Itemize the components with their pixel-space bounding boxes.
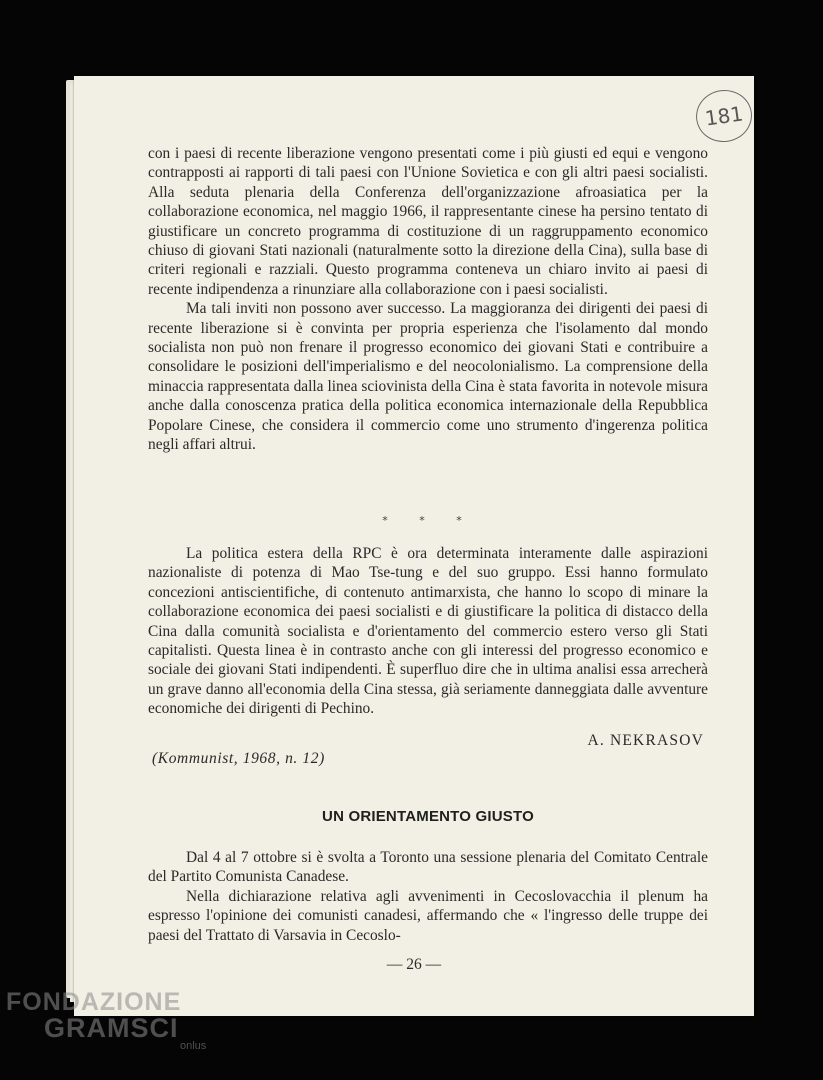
section-heading: UN ORIENTAMENTO GIUSTO [322, 808, 534, 825]
paragraph: Dal 4 al 7 ottobre si è svolta a Toronto una sessione plenaria del Comitato Centrale del Partito Comunista Canadese. [148, 849, 708, 886]
paragraph: Ma tali inviti non possono aver successo. La maggioranza dei dirigenti dei paesi di recente liberazione si è convinta per propria esperienza che l'isolamento dal mondo socialista non può non frenare il progresso economico dei giovani Stati e contribuire a consolidare le posizioni dell'imperialismo e del neocolonialismo. La comprensione della minaccia rappresentata dalla linea sciovinista della Cina è stata favorita in notevole misura anche dalla conoscenza pratica della politica economica internazionale della Repubblica Popolare Cinese, che considera il commercio come uno strumento d'ingerenza politica negli affari altrui. [148, 300, 708, 454]
paragraph: La politica estera della RPC è ora determinata interamente dalle aspirazioni nazionaliste di potenza di Mao Tse-tung e del suo gruppo. Essi hanno formulato concezioni antiscientifiche, di contenuto antimarxista, che hanno lo scopo di minare la collaborazione economica dei paesi socialisti e di giustificare la politica di distacco della Cina dalla comunità socialista e d'orientamento del commercio estero verso gli Stati capitalisti. Questa linea è in contrasto anche con gli interessi del progresso economico e sociale dei giovani Stati indipendenti. È superfluo dire che in ultima analisi essa arrecherà un grave danno all'economia della Cina stessa, già seriamente danneggiata dalle avventure economiche dei dirigenti di Pechino. [148, 545, 708, 718]
section-separator: * * * [382, 514, 476, 527]
body-text-bottom [148, 848, 708, 945]
document-page [74, 76, 754, 1016]
body-text-middle [148, 544, 708, 719]
watermark-line-3: onlus [180, 1040, 207, 1052]
author-signature: A. NEKRASOV [587, 732, 704, 749]
paragraph: con i paesi di recente liberazione vengono presentati come i più giusti ed equi e vengono contrapposti ai rapporti di tali paesi con l'Unione Sovietica e con gli altri paesi socialisti. Alla seduta plenaria della Conferenza dell'organizzazione afroasiatica per la collaborazione economica, nel maggio 1966, il rappresentante cinese ha persino tentato di giustificare un concreto programma di costituzione di un raggruppamento economico chiuso di giovani Stati nazionali (naturalmente sotto la direzione della Cina), sulla base di criteri regionali e razziali. Questo programma conteneva un chiaro invito ai paesi di recente indipendenza a rinunziare alla collaborazione con i paesi socialisti. [148, 145, 708, 298]
body-text-top [148, 144, 708, 455]
paragraph: Nella dichiarazione relativa agli avvenimenti in Cecoslovacchia il plenum ha espresso l'opinione dei comunisti canadesi, affermando che « l'ingresso delle truppe dei paesi del Trattato di Varsavia in Cecoslo- [148, 887, 708, 944]
source-citation: (Kommunist, 1968, n. 12) [152, 750, 325, 767]
watermark-line-2: GRAMSCI [44, 1013, 179, 1043]
watermark-line-1: FONDAZIONE [6, 988, 182, 1016]
page-number: — 26 — [386, 956, 442, 973]
archive-number-stamp: 181 [693, 86, 756, 145]
fondazione-gramsci-watermark [6, 988, 206, 1052]
